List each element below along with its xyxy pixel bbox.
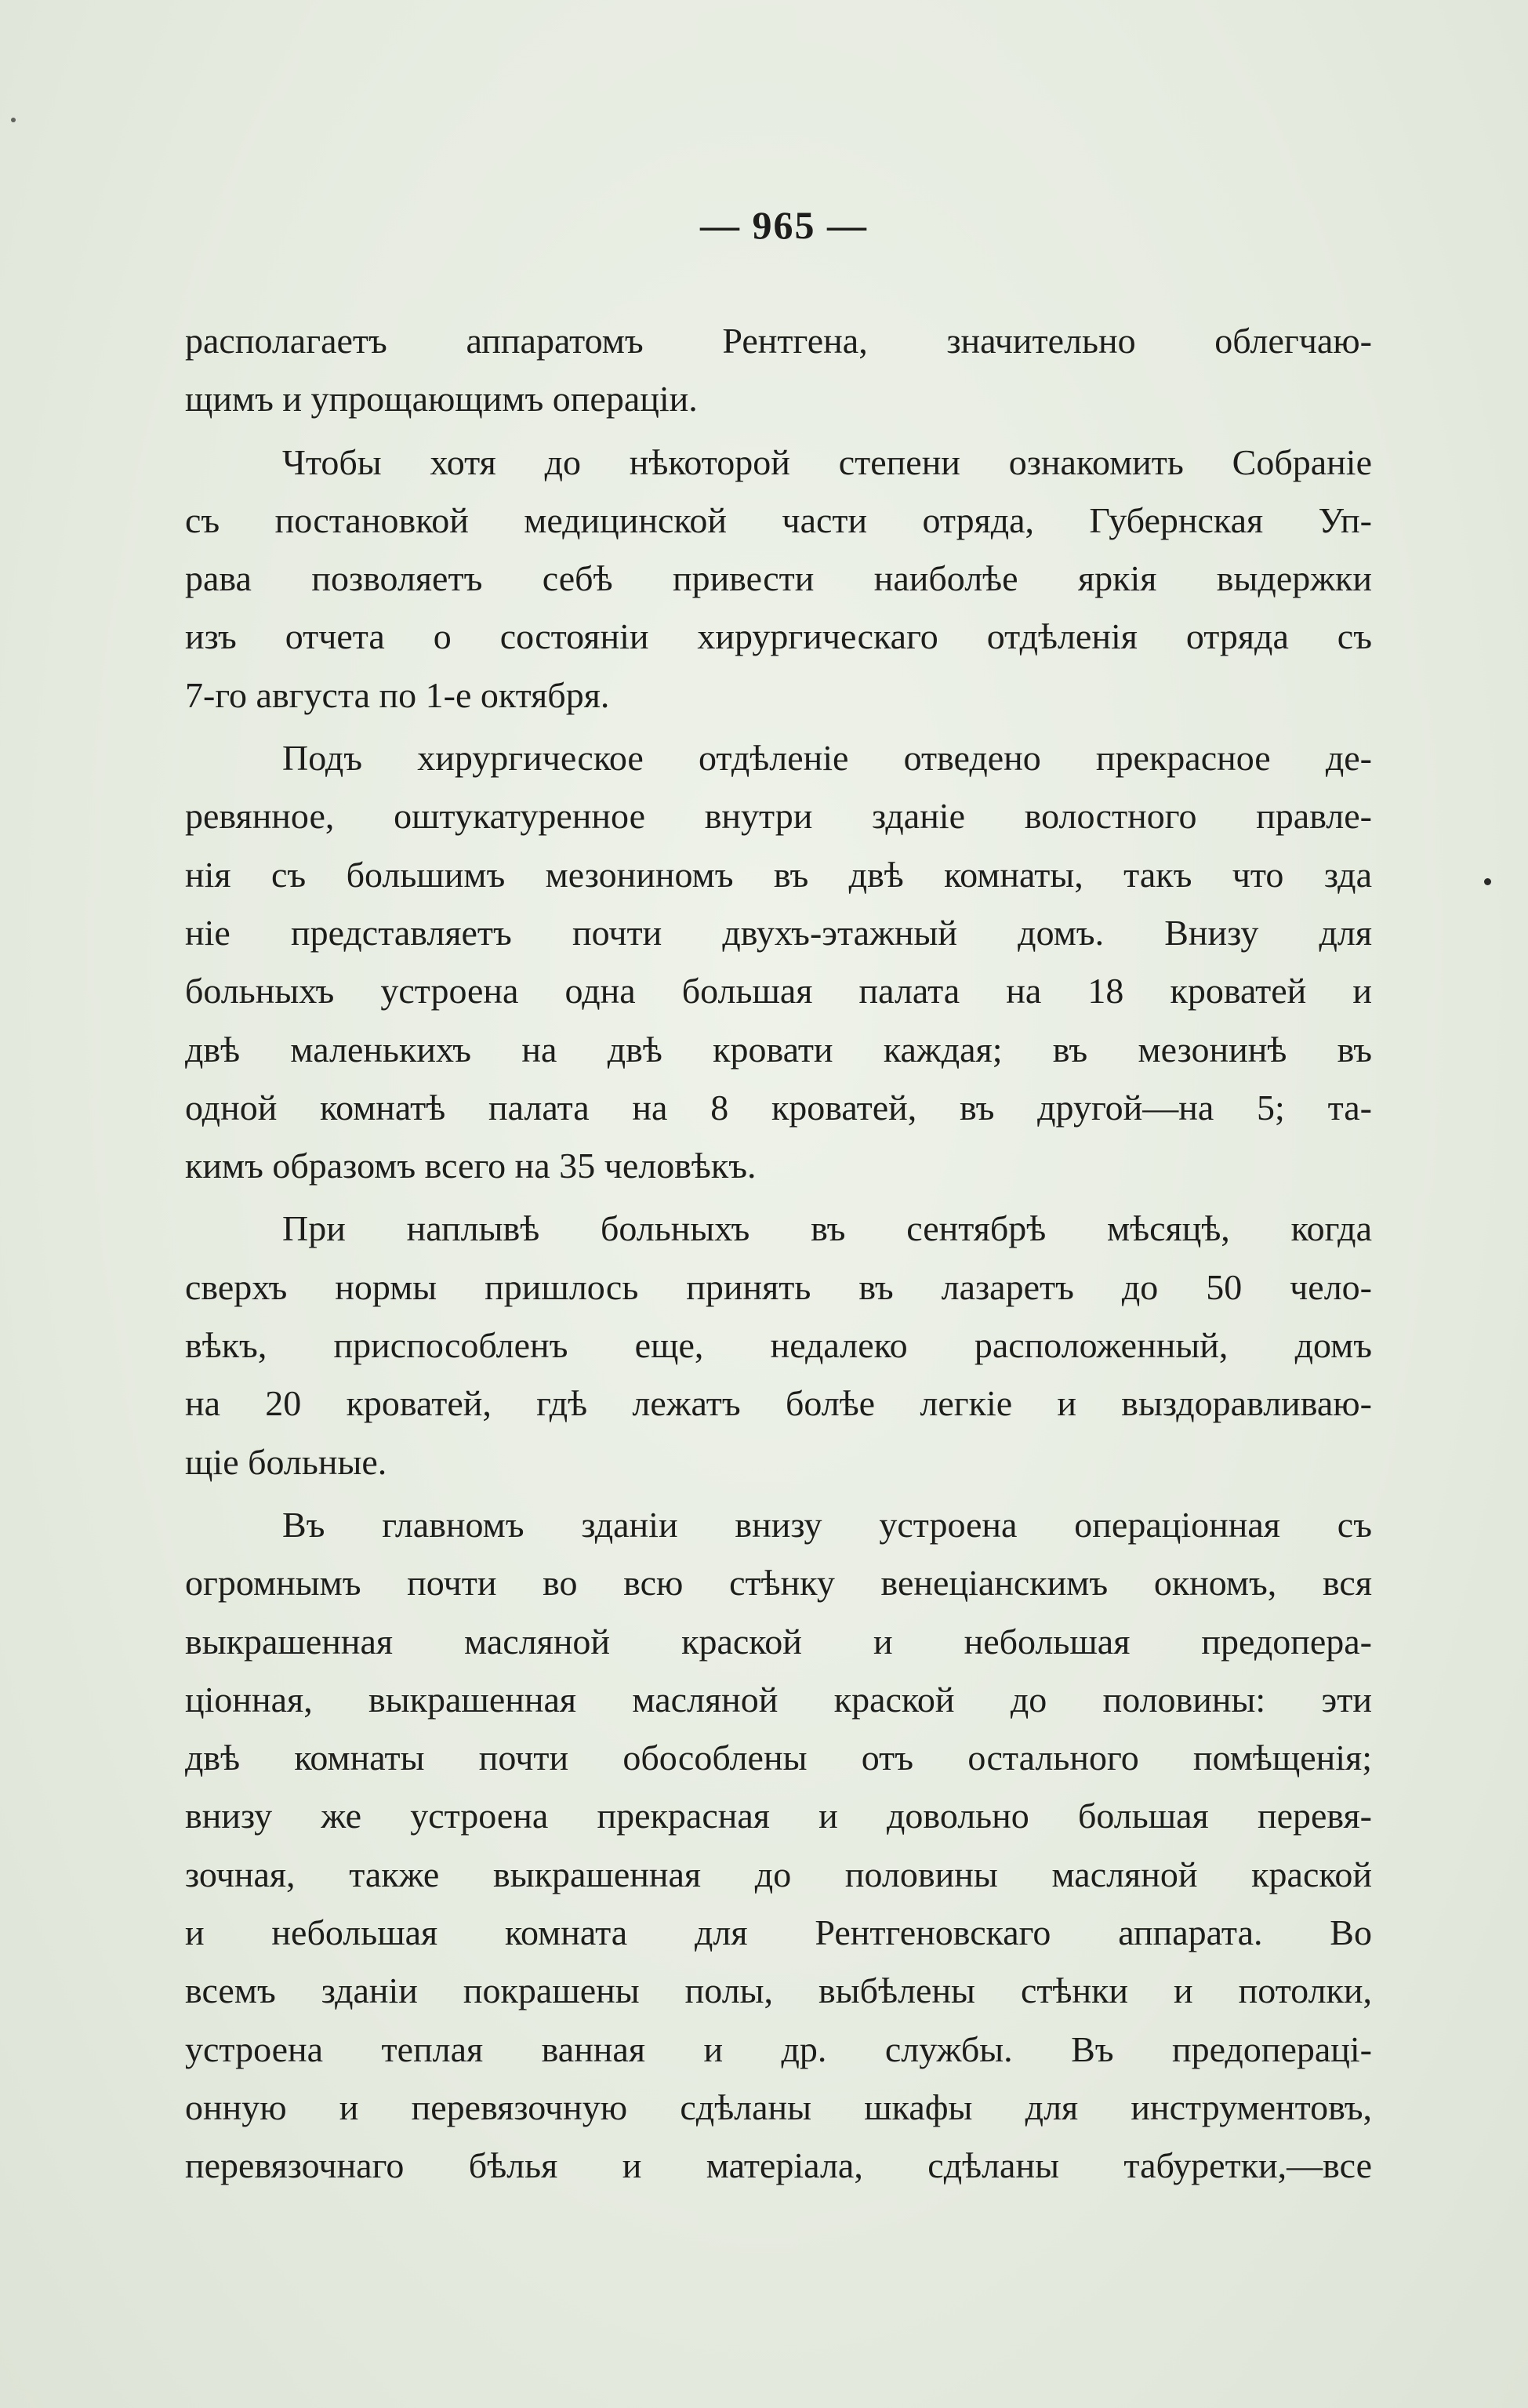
page-number: — 965 — bbox=[700, 203, 868, 247]
text-line: Въ главномъ зданіи внизу устроена операціонная съ bbox=[282, 1504, 1372, 1545]
ink-speck bbox=[11, 118, 16, 122]
text-line: больныхъ устроена одна большая палата на 18 кроватей и bbox=[185, 971, 1372, 1012]
text-line: ревянное, оштукатуренное внутри зданіе волостного правле- bbox=[185, 796, 1372, 837]
ink-speck bbox=[1484, 878, 1491, 885]
text-line: Чтобы хотя до нѣкоторой степени ознакомить Собраніе bbox=[282, 441, 1372, 482]
text-line: всемъ зданіи покрашены полы, выбѣлены стѣнки и потолки, bbox=[185, 1970, 1372, 2011]
text-line: ніе представляетъ почти двухъ-этажный домъ. Внизу для bbox=[185, 912, 1372, 953]
text-line: и небольшая комната для Рентгеновскаго аппарата. Во bbox=[185, 1912, 1372, 1953]
text-line: зочная, также выкрашенная до половины масляной краской bbox=[185, 1854, 1372, 1894]
text-line: 7-го августа по 1-е октября. bbox=[185, 674, 610, 715]
text-line: щимъ и упрощающимъ операціи. bbox=[185, 379, 698, 419]
text-line: на 20 кроватей, гдѣ лежатъ болѣе легкіе и выздоравливаю- bbox=[185, 1383, 1372, 1424]
text-line: располагаетъ аппаратомъ Рентгена, значительно облегчаю- bbox=[185, 321, 1372, 361]
text-line: двѣ маленькихъ на двѣ кровати каждая; въ мезонинѣ въ bbox=[185, 1029, 1372, 1070]
body-text bbox=[185, 312, 1372, 2196]
text-line: съ постановкой медицинской части отряда, Губернская Уп- bbox=[185, 499, 1372, 540]
text-line: ціонная, выкрашенная масляной краской до половины: эти bbox=[185, 1679, 1372, 1720]
text-line: выкрашенная масляной краской и небольшая предопера- bbox=[185, 1621, 1372, 1662]
text-line: При наплывѣ больныхъ въ сентябрѣ мѣсяцѣ, когда bbox=[282, 1208, 1372, 1249]
text-line: двѣ комнаты почти обособлены отъ остального помѣщенія; bbox=[185, 1738, 1372, 1778]
text-line: огромнымъ почти во всю стѣнку венеціанскимъ окномъ, вся bbox=[185, 1563, 1372, 1604]
text-line: внизу же устроена прекрасная и довольно большая перевя- bbox=[185, 1796, 1372, 1836]
text-line: рава позволяетъ себѣ привести наиболѣе яркія выдержки bbox=[185, 558, 1372, 599]
text-line: кимъ образомъ всего на 35 человѣкъ. bbox=[185, 1146, 757, 1186]
text-line: устроена теплая ванная и др. службы. Въ предопераці- bbox=[185, 2028, 1372, 2069]
text-line: одной комнатѣ палата на 8 кроватей, въ другой—на 5; та- bbox=[185, 1087, 1372, 1128]
text-line: сверхъ нормы пришлось принять въ лазаретъ до 50 чело- bbox=[185, 1266, 1372, 1307]
text-line: изъ отчета о состояніи хирургическаго отдѣленія отряда съ bbox=[185, 616, 1372, 657]
text-line: щіе больные. bbox=[185, 1441, 387, 1482]
text-line: перевязочнаго бѣлья и матеріала, сдѣланы табуретки,—все bbox=[185, 2145, 1372, 2186]
text-line: нія съ большимъ мезониномъ въ двѣ комнаты, такъ что зда bbox=[185, 854, 1372, 895]
text-line: вѣкъ, приспособленъ еще, недалеко расположенный, домъ bbox=[185, 1325, 1372, 1366]
text-line: онную и перевязочную сдѣланы шкафы для инструментовъ, bbox=[185, 2087, 1372, 2127]
text-line: Подъ хирургическое отдѣленіе отведено прекрасное де- bbox=[282, 738, 1372, 779]
